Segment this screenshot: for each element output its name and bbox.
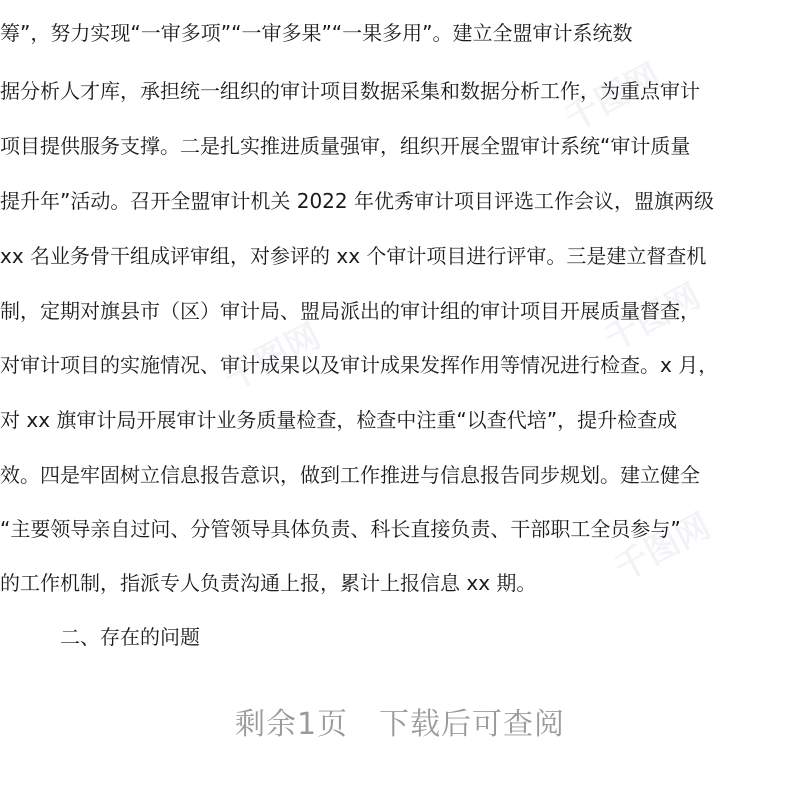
watermark: 千图网 [218,315,328,400]
paragraph-line: xx 名业务骨干组成评审组，对参评的 xx 个审计项目进行评审。三是建立督查机 [0,244,707,268]
remaining-pages-notice[interactable]: 剩余1页 下载后可查阅 [234,707,566,742]
section-heading: 二、存在的问题 [60,625,200,649]
paragraph-line: 据分析人才库，承担统一组织的审计项目数据采集和数据分析工作，为重点审计 [0,79,700,103]
paragraph-line: 的工作机制，指派专人负责沟通上报，累计上报信息 xx 期。 [0,571,537,595]
paragraph-line: 项目提供服务支撑。二是扎实推进质量强审，组织开展全盟审计系统“审计质量 [0,134,691,158]
paragraph-line: 对审计项目的实施情况、审计成果以及审计成果发挥作用等情况进行检查。x 月， [0,353,719,377]
paragraph-line: 筹”，努力实现“一审多项”“一审多果”“一果多用”。建立全盟审计系统数 [0,21,633,45]
paragraph-line: 效。四是牢固树立信息报告意识，做到工作推进与信息报告同步规划。建立健全 [0,463,700,487]
paragraph-line: 提升年”活动。召开全盟审计机关 2022 年优秀审计项目评选工作会议，盟旗两级 [0,189,714,213]
watermark: 千图网 [558,55,668,140]
watermark: 千图网 [598,275,708,360]
paragraph-line: 制，定期对旗县市（区）审计局、盟局派出的审计组的审计项目开展质量督查， [0,299,700,323]
paragraph-line: 对 xx 旗审计局开展审计业务质量检查，检查中注重“以查代培”，提升检查成 [0,408,678,432]
paragraph-line: “主要领导亲自过问、分管领导具体负责、科长直接负责、干部职工全员参与” [0,517,681,541]
watermark: 千图网 [608,505,718,590]
